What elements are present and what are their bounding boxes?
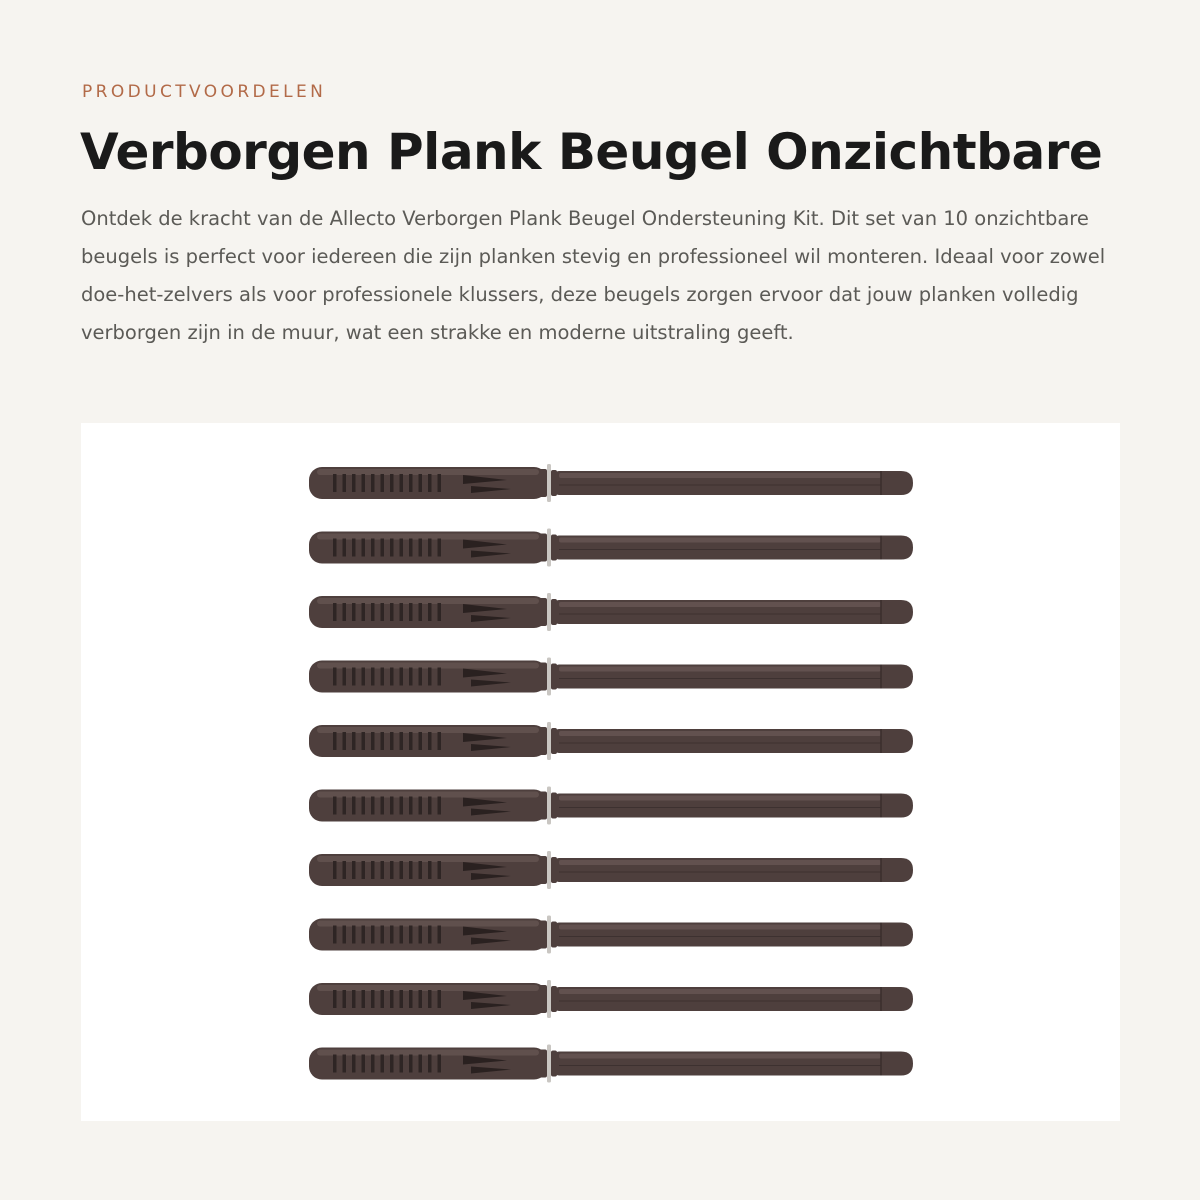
section-title: Verborgen Plank Beugel Onzichtbare — [80, 123, 1103, 181]
bracket — [309, 529, 913, 567]
bracket — [309, 658, 913, 696]
section-eyebrow: PRODUCTVOORDELEN — [82, 82, 327, 102]
bracket — [309, 464, 913, 502]
bracket — [309, 787, 913, 825]
section-description: Ontdek de kracht van de Allecto Verborgen Plank Beugel Ondersteuning Kit. Dit set van 10 onzichtbare beugels is perfect voor iedereen die zijn planken stevig en professioneel wil monteren. Ideaal voor zowel doe-het-zelvers als voor professionele klussers, deze beugels zorgen ervoor dat jouw planken volledig verborgen zijn in de muur, wat een strakke en moderne uitstraling geeft. — [81, 207, 1106, 344]
bracket — [309, 1045, 913, 1083]
bracket — [309, 593, 913, 631]
bracket — [309, 851, 913, 889]
bracket — [309, 916, 913, 954]
brackets-illustration — [81, 423, 1120, 1121]
bracket — [309, 722, 913, 760]
bracket — [309, 980, 913, 1018]
product-image — [81, 423, 1120, 1121]
